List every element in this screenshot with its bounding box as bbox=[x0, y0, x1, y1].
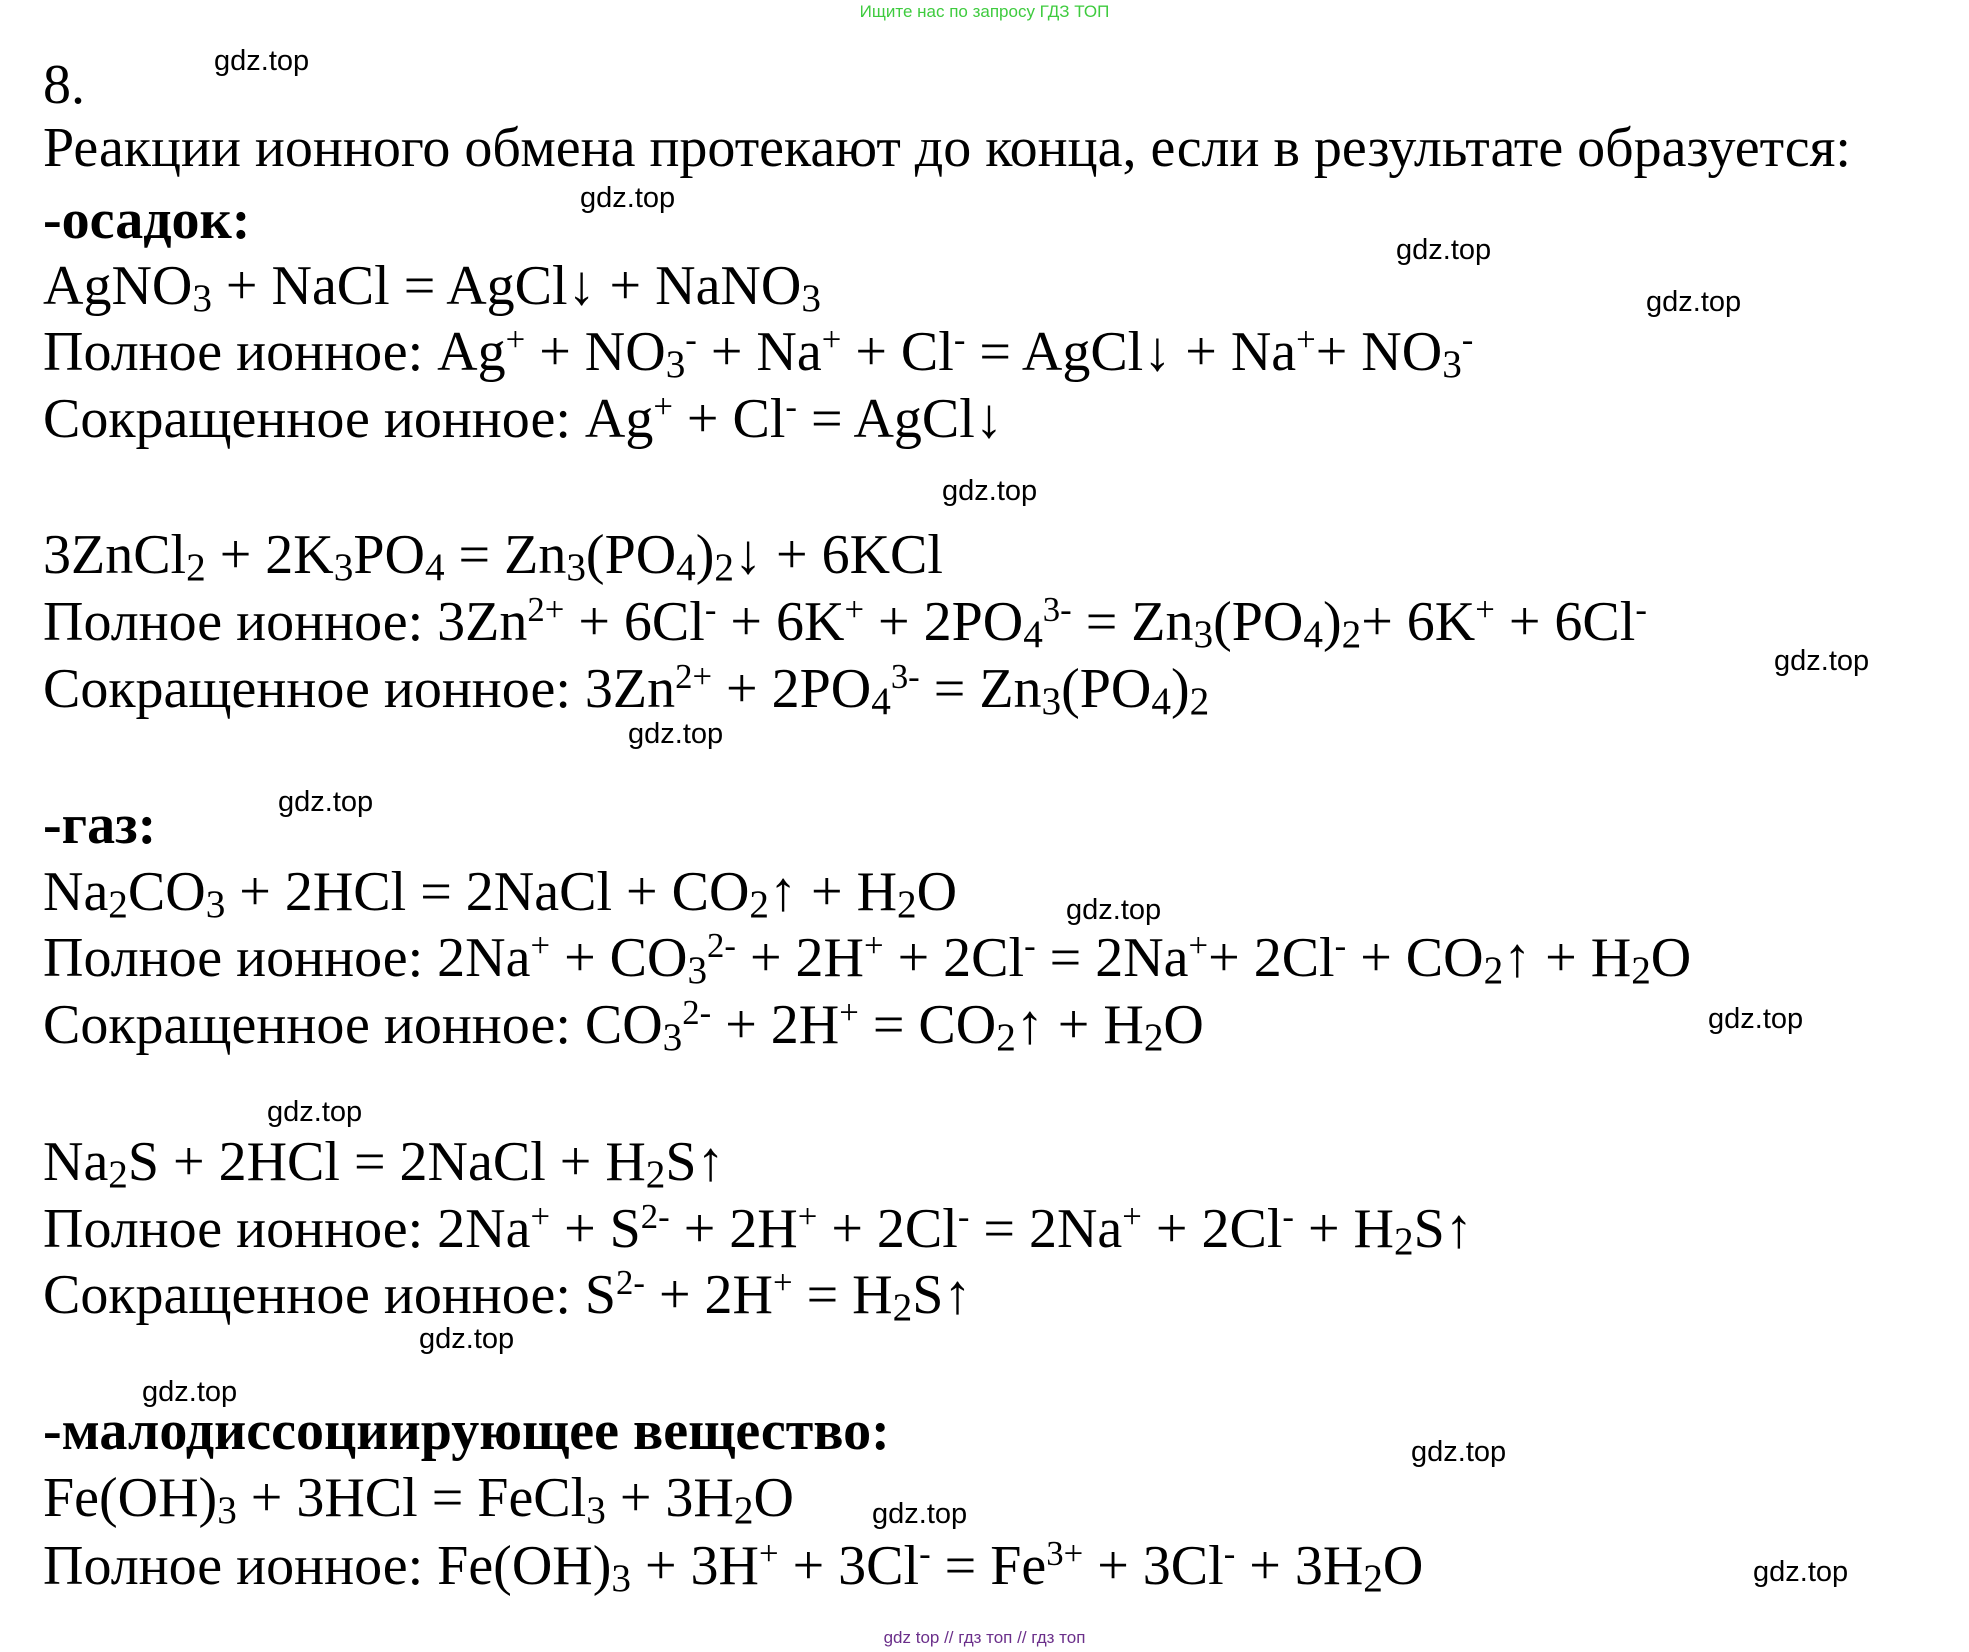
watermark: gdz.top bbox=[214, 45, 310, 77]
watermark: gdz.top bbox=[1646, 286, 1742, 318]
short-ionic-label: Сокращенное ионное: bbox=[43, 994, 571, 1056]
equation-na2s-full-ionic: Полное ионное: $2Na^+ + S^{2-} + 2H^+ + 2Cl^- = 2Na^+ + 2Cl^-$ + $H_2S↑$ bbox=[43, 1196, 1473, 1264]
equation-agno3-full-ionic: Полное ионное: $Ag^+ + NO_3^- + Na^+ + Cl^-$ = AgCl↓ + $Na^++ NO_3^-$ bbox=[43, 319, 1474, 387]
equation-na2co3-full-ionic: Полное ионное: $2Na^+ + CO_3^{2-} + 2H^+ + 2Cl^- = 2Na^++ 2Cl^-$ + $CO_2↑ + H_2O$ bbox=[43, 925, 1692, 993]
full-ionic-label: Полное ионное: bbox=[43, 927, 424, 989]
equation-feoh3-full-ionic: Полное ионное: $Fe(OH)_3 + 3H^+ + 3Cl^- = Fe^{3+} + 3Cl^- + 3H_2O$ bbox=[43, 1533, 1424, 1601]
equation-agno3-molecular: AgNO$_3$ + NaCl = AgCl↓ + NaNO$_3$ bbox=[43, 255, 821, 321]
watermark: gdz.top bbox=[628, 718, 724, 750]
short-ionic-label: Сокращенное ионное: bbox=[43, 388, 571, 450]
watermark: gdz.top bbox=[142, 1376, 238, 1408]
watermark: gdz.top bbox=[267, 1096, 363, 1128]
task-number: 8. bbox=[43, 54, 85, 116]
equation-zncl2-full-ionic: Полное ионное: $3Zn^{2+} + 6Cl^- + 6K^+ + 2PO_4^{3-} = Zn_3(PO_4)_2+ 6K^+ + 6Cl^-$ bbox=[43, 589, 1647, 657]
bottom-banner[interactable]: gdz top // гдз топ // гдз топ bbox=[883, 1628, 1086, 1647]
full-ionic-label: Полное ионное: bbox=[43, 591, 424, 653]
full-ionic-label: Полное ионное: bbox=[43, 321, 424, 383]
section-gas-heading: -газ: bbox=[43, 794, 157, 856]
watermark: gdz.top bbox=[1753, 1556, 1849, 1588]
equation-na2co3-short-ionic: Сокращенное ионное: $CO_3^{2-} + 2H^+$ = $CO_2↑ + H_2O$ bbox=[43, 992, 1204, 1060]
equation-na2co3-molecular: $Na_2CO_3 + 2HCl$ = 2NaCl + $CO_2↑ + H_2O$ bbox=[43, 861, 958, 927]
equation-feoh3-molecular: $Fe(OH)_3 + 3HCl$ = FeCl$_3$ + $3H_2O$ bbox=[43, 1467, 794, 1533]
watermark: gdz.top bbox=[1396, 234, 1492, 266]
watermark: gdz.top bbox=[419, 1323, 515, 1355]
short-ionic-label: Сокращенное ионное: bbox=[43, 1264, 571, 1326]
section-precipitate-heading: -осадок: bbox=[43, 189, 251, 251]
section-weak-electrolyte-heading: -малодиссоциирующее вещество: bbox=[43, 1400, 890, 1462]
full-ionic-label: Полное ионное: bbox=[43, 1535, 424, 1597]
watermark: gdz.top bbox=[1774, 645, 1870, 677]
watermark: gdz.top bbox=[580, 182, 676, 214]
watermark: gdz.top bbox=[278, 786, 374, 818]
watermark: gdz.top bbox=[942, 475, 1038, 507]
short-ionic-label: Сокращенное ионное: bbox=[43, 658, 571, 720]
equation-na2s-molecular: $Na_2S + 2HCl$ = 2NaCl + $H_2S↑$ bbox=[43, 1131, 725, 1197]
equation-agno3-short-ionic: Сокращенное ионное: Ag+ + Cl- = AgCl↓ bbox=[43, 386, 1003, 450]
equation-zncl2-short-ionic: Сокращенное ионное: $3Zn^{2+} + 2PO_4^{3-} = Zn_3(PO_4)_2$ bbox=[43, 656, 1210, 724]
watermark: gdz.top bbox=[872, 1498, 968, 1530]
watermark: gdz.top bbox=[1708, 1003, 1804, 1035]
watermark: gdz.top bbox=[1411, 1436, 1507, 1468]
top-banner[interactable]: Ищите нас по запросу ГДЗ ТОП bbox=[859, 2, 1110, 21]
watermark: gdz.top bbox=[1066, 894, 1162, 926]
full-ionic-label: Полное ионное: bbox=[43, 1198, 424, 1260]
equation-zncl2-molecular: 3ZnCl$_2$ + $2K_3PO_4$ = $Zn_3(PO_4)_2↓ + 6KCl$ bbox=[43, 524, 943, 590]
intro-text: Реакции ионного обмена протекают до конца, если в результате образуется: bbox=[43, 117, 1851, 179]
equation-na2s-short-ionic: Сокращенное ионное: $S^{2-} + 2H^+$ = $H_2S↑$ bbox=[43, 1262, 972, 1330]
